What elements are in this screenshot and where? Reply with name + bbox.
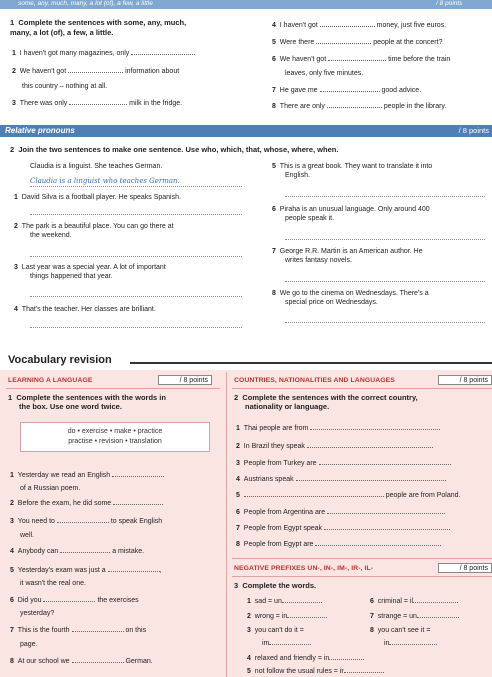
countries-item-7: 7 People from Egypt speak — [236, 524, 450, 532]
prefixes-item-3-cont: im — [262, 639, 311, 647]
learning-item-7-cont: page. — [20, 641, 38, 648]
answer-line[interactable] — [285, 196, 485, 197]
learning-item-3: 3 You need to to speak English — [10, 518, 163, 525]
learning-item-7: 7 This is the fourth on this — [10, 627, 147, 634]
relative-item-8-cont: special price on Wednesdays. — [285, 299, 378, 306]
relative-example-answer: Claudia is a linguist who teaches German. — [30, 177, 180, 185]
relative-item-1: 1 David Silva is a football player. He speaks Spanish. — [14, 194, 181, 201]
answer-line[interactable] — [30, 214, 242, 215]
learning-item-5-cont: it wasn't the real one. — [20, 580, 86, 587]
countries-item-8: 8 People from Egypt are — [236, 540, 441, 548]
ex1-item-5: 5 Were there people at the concert? — [272, 39, 443, 46]
learning-item-6-cont: yesterday? — [20, 610, 55, 617]
relative-item-6-cont: people speak it. — [285, 215, 335, 222]
prefixes-item-8-cont: in — [384, 639, 437, 647]
vocab-title: Vocabulary revision — [8, 354, 112, 366]
learning-item-6: 6 Did you the exercises — [10, 597, 139, 604]
answer-line[interactable] — [285, 281, 485, 282]
answer-blank[interactable] — [296, 475, 446, 481]
ex1-item-7: 7 He gave me good advice. — [272, 87, 422, 94]
ex1-item-6: 6 We haven't got time before the train — [272, 56, 451, 63]
word-box-line-1: do • exercise • make • practice — [67, 428, 163, 435]
answer-blank[interactable] — [287, 612, 327, 618]
answer-blank[interactable] — [282, 597, 322, 603]
countries-item-6: 6 People from Argentina are — [236, 508, 445, 516]
ex1-item-6-cont: leaves, only five minutes. — [285, 70, 364, 77]
learning-header: LEARNING A LANGUAGE — [8, 377, 93, 384]
learning-instruction: 1 Complete the sentences with the words in — [8, 393, 166, 402]
divider — [232, 576, 492, 577]
answer-blank[interactable] — [344, 667, 384, 673]
answer-line[interactable] — [285, 322, 485, 323]
ex1-instruction-2: many, a lot (of), a few, a little. — [10, 28, 114, 37]
prefixes-header: NEGATIVE PREFIXES UN-, IN-, IM-, IR-, IL- — [234, 565, 374, 572]
countries-points-box: / 8 points — [438, 375, 492, 385]
prefixes-item-3: 3 you can't do it = — [247, 627, 304, 634]
countries-instruction-2: nationality or language. — [245, 402, 330, 411]
answer-line[interactable] — [285, 239, 485, 240]
answer-line[interactable] — [30, 256, 242, 257]
word-box — [20, 422, 210, 452]
relative-item-3-cont: things happened that year. — [30, 273, 113, 280]
relative-item-2-cont: the weekend. — [30, 232, 72, 239]
answer-line[interactable] — [30, 327, 242, 328]
countries-item-2: 2 In Brazil they speak — [236, 442, 433, 450]
ex1-item-3: 3 There was only milk in the fridge. — [12, 100, 183, 107]
answer-blank[interactable] — [68, 67, 123, 73]
answer-blank[interactable] — [315, 540, 441, 546]
divider — [6, 388, 220, 389]
prefixes-item-4: 4 relaxed and friendly = in — [247, 654, 364, 662]
answer-blank[interactable] — [324, 524, 450, 530]
answer-blank[interactable] — [72, 657, 124, 663]
ex1-item-2: 2 We haven't got information about — [12, 68, 180, 75]
answer-blank[interactable] — [413, 597, 458, 603]
relative-item-5-cont: English. — [285, 172, 310, 179]
learning-item-8: 8 At our school we German. — [10, 658, 153, 665]
answer-blank[interactable] — [328, 55, 386, 61]
prefixes-item-8: 8 you can't see it = — [370, 627, 431, 634]
answer-blank[interactable] — [417, 612, 459, 618]
word-box-line-2: practise • revision • translation — [68, 438, 162, 445]
countries-item-5: 5 people are from Poland. — [236, 492, 461, 499]
learning-item-2: 2 Before the exam, he did some — [10, 499, 163, 507]
answer-blank[interactable] — [60, 547, 110, 553]
answer-blank[interactable] — [131, 49, 193, 55]
answer-blank[interactable] — [112, 471, 164, 477]
answer-blank[interactable] — [310, 424, 440, 430]
vocab-title-rule — [130, 362, 492, 364]
relative-instruction: 2 Join the two sentences to make one sentence. Use who, which, that, whose, where, when. — [10, 145, 339, 154]
ex1-item-1: 1 I haven't got many magazines, only . — [12, 50, 196, 57]
relative-item-3: 3 Last year was a special year. A lot of important — [14, 264, 166, 271]
answer-blank[interactable] — [327, 102, 382, 108]
divider — [232, 388, 492, 389]
answer-blank[interactable] — [108, 566, 160, 572]
top-strip-title: some, any, much, many, a lot (of), a few, a little — [18, 0, 153, 7]
relative-item-5: 5 This is a great book. They want to translate it into — [272, 163, 433, 170]
relative-item-8: 8 We go to the cinema on Wednesdays. There's a — [272, 290, 429, 297]
countries-item-1: 1 Thai people are from — [236, 424, 440, 432]
ex1-item-2-cont: this country – nothing at all. — [22, 83, 108, 90]
answer-blank[interactable] — [57, 517, 109, 523]
countries-header: COUNTRIES, NATIONALITIES AND LANGUAGES — [234, 377, 395, 384]
answer-blank[interactable] — [329, 654, 364, 660]
prefixes-item-1: 1 sad = un — [247, 597, 322, 605]
answer-blank[interactable] — [320, 21, 375, 27]
answer-blank[interactable] — [72, 626, 124, 632]
prefixes-item-6: 6 criminal = il — [370, 597, 458, 605]
prefixes-item-7: 7 strange = un — [370, 612, 459, 620]
answer-line — [30, 186, 242, 187]
prefixes-item-5: 5 not follow the usual rules = ir — [247, 667, 384, 675]
prefixes-item-2: 2 wrong = in — [247, 612, 327, 620]
prefixes-points-box: / 8 points — [438, 563, 492, 573]
answer-blank[interactable] — [43, 596, 95, 602]
learning-item-4: 4 Anybody can a mistake. — [10, 548, 145, 555]
countries-instruction: 2 Complete the sentences with the correct country, — [234, 393, 418, 402]
relative-pronouns-bar: Relative pronouns / 8 points — [0, 125, 492, 137]
learning-item-3-cont: well. — [20, 532, 35, 539]
answer-blank[interactable] — [316, 38, 371, 44]
relative-item-7: 7 George R.R. Martin is an American author. He — [272, 248, 423, 255]
answer-blank[interactable] — [269, 639, 311, 645]
learning-item-5: 5 Yesterday's exam was just a , — [10, 567, 162, 574]
answer-line[interactable] — [30, 296, 242, 297]
answer-blank[interactable] — [389, 639, 437, 645]
relative-item-7-cont: writes fantasy novels. — [285, 257, 352, 264]
top-strip — [0, 0, 492, 9]
learning-instruction-2: the box. Use one word twice. — [19, 402, 122, 411]
top-strip-points: / 8 points — [436, 0, 463, 7]
answer-blank[interactable] — [69, 99, 127, 105]
learning-item-1-cont: of a Russian poem. — [20, 485, 81, 492]
learning-points-box: / 8 points — [158, 375, 212, 385]
answer-blank[interactable] — [113, 499, 163, 505]
relative-item-2: 2 The park is a beautiful place. You can go there at — [14, 223, 174, 230]
relative-item-6: 6 Piraha is an unusual language. Only around 400 — [272, 206, 430, 213]
prefixes-instruction: 3 Complete the words. — [234, 581, 317, 590]
countries-item-3: 3 People from Turkey are — [236, 459, 451, 467]
learning-item-1: 1 Yesterday we read an English — [10, 471, 164, 479]
relative-example: Claudia is a linguist. She teaches German. — [30, 163, 163, 170]
answer-blank[interactable] — [320, 86, 380, 92]
countries-item-4: 4 Austrians speak — [236, 475, 446, 483]
answer-blank[interactable] — [319, 459, 451, 465]
relative-item-4: 4 That's the teacher. Her classes are brilliant. — [14, 306, 156, 313]
answer-blank[interactable] — [307, 442, 433, 448]
ex1-item-4: 4 I haven't got money, just five euros. — [272, 22, 447, 29]
ex1-instruction: 1 Complete the sentences with some, any, much, — [10, 18, 187, 27]
ex1-item-8: 8 There are only people in the library. — [272, 103, 447, 110]
answer-blank[interactable] — [327, 508, 445, 514]
vocab-column-divider — [226, 372, 227, 677]
answer-blank[interactable] — [244, 491, 384, 497]
divider — [232, 558, 492, 559]
